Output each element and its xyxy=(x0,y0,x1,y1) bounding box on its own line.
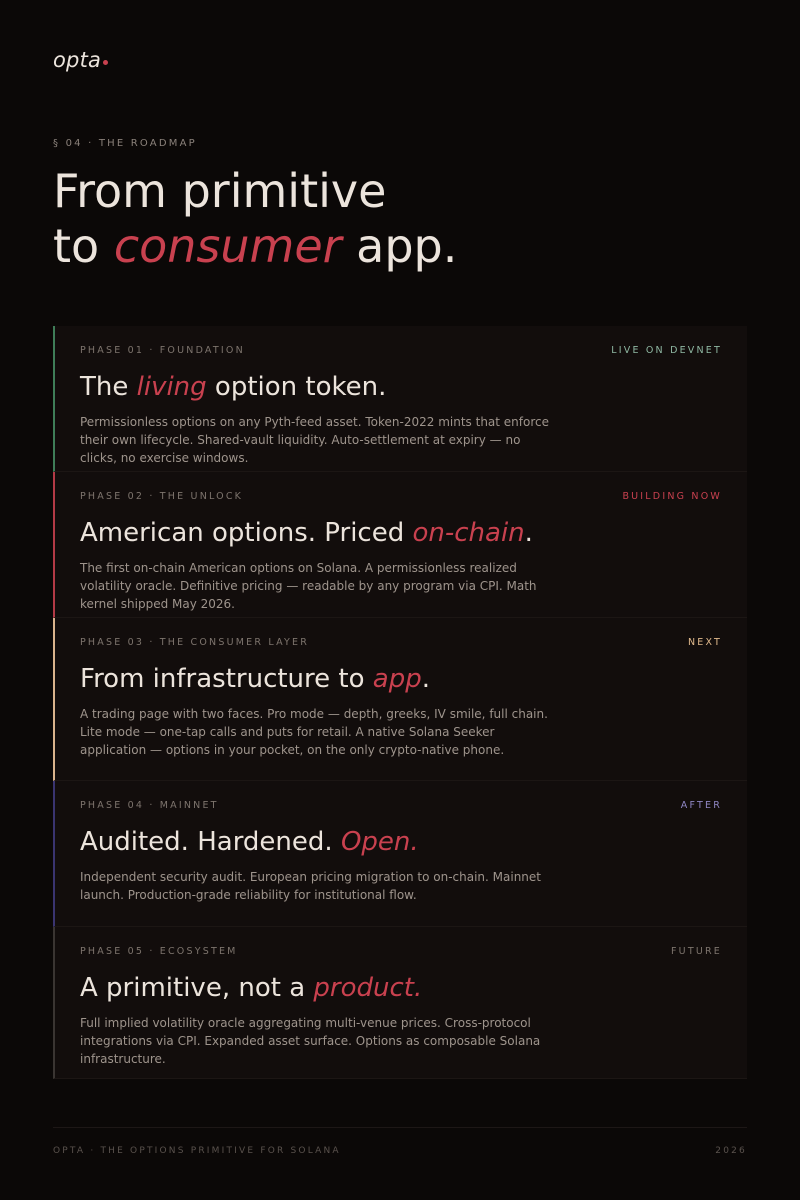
roadmap-phases xyxy=(53,326,747,1079)
phase-description: Full implied volatility oracle aggregating multi-venue prices. Cross-protocol integrations via CPI. Expanded asset surface. Options as composable Solana infrastructure. xyxy=(80,1016,541,1066)
phase-title-before: The xyxy=(80,372,137,402)
phase-label: PHASE 05 · ECOSYSTEM xyxy=(80,946,238,957)
phase-card xyxy=(53,326,747,472)
phase-title-accent: product. xyxy=(313,973,423,1003)
phase-title-after: . xyxy=(421,664,430,694)
phase-label: PHASE 01 · FOUNDATION xyxy=(80,345,245,356)
phase-status-badge: AFTER xyxy=(680,800,722,811)
phase-title-accent: living xyxy=(136,372,207,402)
phase-title xyxy=(80,971,422,1005)
phase-label: PHASE 02 · THE UNLOCK xyxy=(80,491,244,502)
phase-card xyxy=(53,618,747,781)
brand-dot-icon xyxy=(103,60,108,65)
phase-title xyxy=(80,825,419,859)
phase-status-badge: FUTURE xyxy=(671,946,722,957)
footer-year: 2026 xyxy=(715,1146,747,1156)
phase-label: PHASE 04 · MAINNET xyxy=(80,800,219,811)
phase-status-badge: NEXT xyxy=(687,637,722,648)
phase-title-before: From infrastructure to xyxy=(80,664,373,694)
phase-title xyxy=(80,370,386,404)
brand-name: opta xyxy=(53,48,102,72)
phase-title-accent: on-chain xyxy=(412,518,525,548)
phase-title-accent: app xyxy=(372,664,422,694)
phase-card xyxy=(53,472,747,618)
phase-title-accent: Open. xyxy=(340,827,419,857)
footer-tagline: OPTA · THE OPTIONS PRIMITIVE FOR SOLANA xyxy=(53,1146,341,1156)
phase-title xyxy=(80,516,533,550)
phase-description: A trading page with two faces. Pro mode — depth, greeks, IV smile, full chain. Lite mode — one-tap calls and puts for retail. A native Solana Seeker application — options in your pocket, on the only crypto-native phone. xyxy=(80,707,548,757)
headline-line2-prefix: to xyxy=(53,219,114,273)
footer-divider xyxy=(53,1127,747,1128)
headline-line1: From primitive xyxy=(53,164,387,218)
phase-card xyxy=(53,781,747,927)
phase-title-before: A primitive, not a xyxy=(80,973,314,1003)
phase-title xyxy=(80,662,430,696)
phase-status-badge: LIVE ON DEVNET xyxy=(611,345,722,356)
phase-description: The first on-chain American options on Solana. A permissionless realized volatility oracle. Definitive pricing — readable by any program via CPI. Math kernel shipped May 2026. xyxy=(80,561,537,611)
page-title xyxy=(53,164,457,274)
phase-title-before: Audited. Hardened. xyxy=(80,827,341,857)
headline-line2-suffix: app. xyxy=(341,219,458,273)
phase-title-after: . xyxy=(524,518,533,548)
headline-accent: consumer xyxy=(113,219,342,273)
brand-logo[interactable] xyxy=(53,46,108,74)
phase-label: PHASE 03 · THE CONSUMER LAYER xyxy=(80,637,310,648)
section-eyebrow: § 04 · THE ROADMAP xyxy=(53,138,197,149)
phase-status-badge: BUILDING NOW xyxy=(622,491,722,502)
phase-description: Permissionless options on any Pyth-feed asset. Token-2022 mints that enforce their own lifecycle. Shared-vault liquidity. Auto-settlement at expiry — no clicks, no exercise windows. xyxy=(80,415,549,465)
phase-title-after: option token. xyxy=(206,372,387,402)
phase-title-before: American options. Priced xyxy=(80,518,413,548)
phase-description: Independent security audit. European pricing migration to on-chain. Mainnet launch. Production-grade reliability for institutional flow. xyxy=(80,870,542,902)
phase-card xyxy=(53,927,747,1079)
